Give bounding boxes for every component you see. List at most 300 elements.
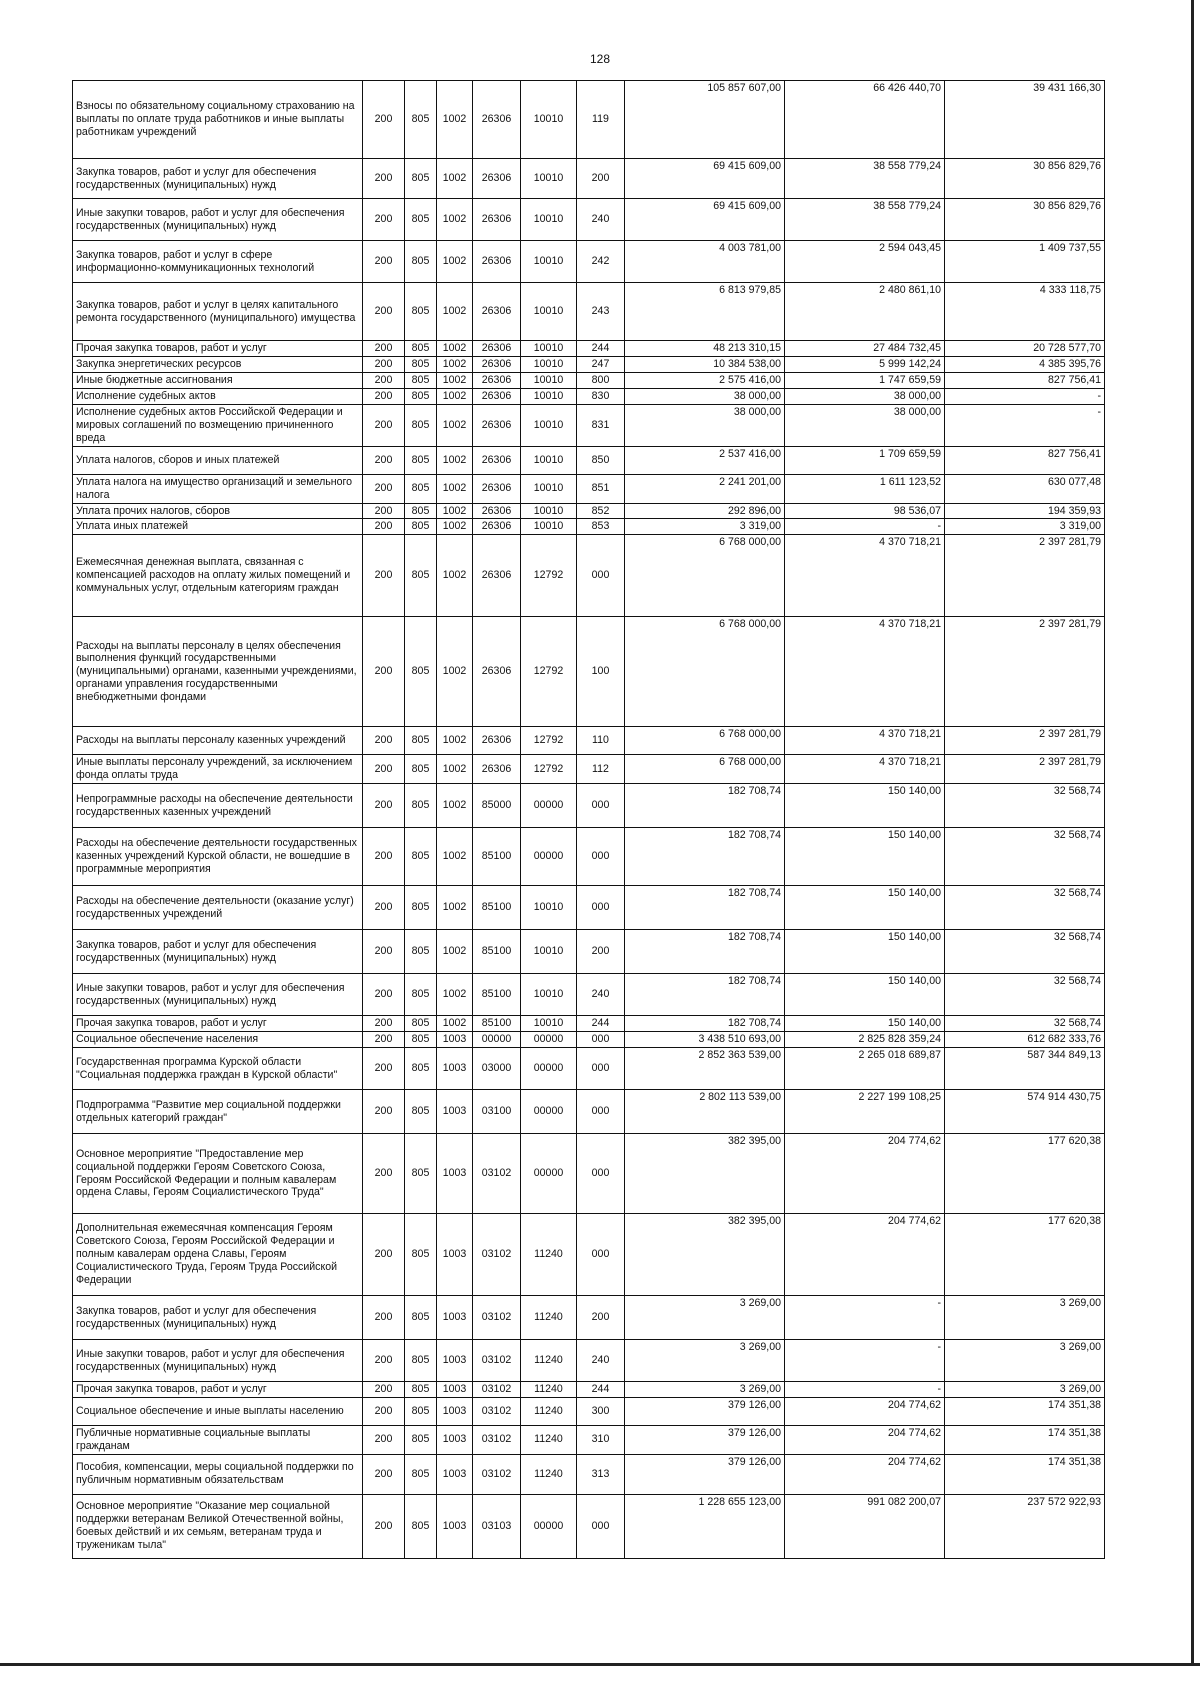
scan-edge-bottom [0,1663,1200,1666]
code-pr: 1002 [437,519,473,535]
row-name: Закупка товаров, работ и услуг для обеспечения государственных (муниципальных) нужд [73,930,363,974]
amount-plan: 69 415 609,00 [625,159,785,199]
code-program: 03102 [473,1296,521,1340]
amount-executed: 66 426 440,70 [785,81,945,159]
code-adm: 200 [363,503,405,519]
code-direction: 11240 [521,1296,577,1340]
row-name: Исполнение судебных актов [73,388,363,404]
code-rz: 805 [405,388,437,404]
amount-plan: 69 415 609,00 [625,199,785,241]
code-rz: 805 [405,784,437,828]
code-pr: 1003 [437,1382,473,1398]
code-adm: 200 [363,283,405,341]
code-expense-type: 851 [577,474,625,503]
amount-executed: 38 558 779,24 [785,199,945,241]
amount-executed: 38 558 779,24 [785,159,945,199]
code-program: 26306 [473,356,521,372]
code-expense-type: 240 [577,974,625,1016]
code-program: 26306 [473,341,521,357]
code-direction: 10010 [521,283,577,341]
code-pr: 1003 [437,1032,473,1048]
code-rz: 805 [405,974,437,1016]
code-direction: 11240 [521,1382,577,1398]
amount-remainder: 3 269,00 [945,1296,1105,1340]
code-pr: 1003 [437,1214,473,1296]
code-adm: 200 [363,535,405,617]
code-program: 85100 [473,930,521,974]
code-program: 26306 [473,755,521,784]
code-rz: 805 [405,199,437,241]
code-program: 26306 [473,519,521,535]
code-adm: 200 [363,341,405,357]
amount-remainder: 32 568,74 [945,930,1105,974]
code-expense-type: 240 [577,199,625,241]
code-expense-type: 100 [577,617,625,727]
amount-executed: 150 140,00 [785,974,945,1016]
amount-executed: - [785,1340,945,1382]
table-row [73,1032,1105,1048]
amount-remainder: 574 914 430,75 [945,1090,1105,1134]
row-name: Взносы по обязательному социальному страхованию на выплаты по оплате труда работников и иные выплаты работникам учреждений [73,81,363,159]
code-pr: 1003 [437,1397,473,1425]
amount-remainder: 612 682 333,76 [945,1032,1105,1048]
amount-plan: 38 000,00 [625,404,785,446]
code-expense-type: 110 [577,727,625,755]
amount-executed: 4 370 718,21 [785,727,945,755]
code-adm: 200 [363,1397,405,1425]
amount-remainder: 32 568,74 [945,886,1105,930]
code-program: 26306 [473,404,521,446]
code-expense-type: 000 [577,1032,625,1048]
code-pr: 1002 [437,828,473,886]
code-pr: 1002 [437,727,473,755]
code-pr: 1002 [437,503,473,519]
amount-executed: 150 140,00 [785,1016,945,1032]
amount-plan: 382 395,00 [625,1214,785,1296]
code-program: 85100 [473,974,521,1016]
row-name: Расходы на обеспечение деятельности государственных казенных учреждений Курской области, не вошедшие в программные мероприятия [73,828,363,886]
code-direction: 10010 [521,372,577,388]
code-rz: 805 [405,930,437,974]
code-adm: 200 [363,1494,405,1558]
amount-plan: 182 708,74 [625,974,785,1016]
code-direction: 12792 [521,535,577,617]
code-rz: 805 [405,474,437,503]
code-pr: 1003 [437,1090,473,1134]
code-expense-type: 850 [577,446,625,474]
page-number: 128 [589,52,611,66]
code-pr: 1002 [437,159,473,199]
row-name: Исполнение судебных актов Российской Федерации и мировых соглашений по возмещению причиненного вреда [73,404,363,446]
amount-plan: 3 269,00 [625,1382,785,1398]
amount-plan: 6 813 979,85 [625,283,785,341]
amount-plan: 105 857 607,00 [625,81,785,159]
code-program: 26306 [473,617,521,727]
code-program: 85100 [473,1016,521,1032]
row-name: Расходы на выплаты персоналу казенных учреждений [73,727,363,755]
code-direction: 10010 [521,446,577,474]
amount-remainder: 4 385 395,76 [945,356,1105,372]
code-direction: 10010 [521,199,577,241]
amount-plan: 6 768 000,00 [625,535,785,617]
amount-executed: 204 774,62 [785,1214,945,1296]
code-rz: 805 [405,1425,437,1454]
row-name: Прочая закупка товаров, работ и услуг [73,1382,363,1398]
amount-executed: 1 611 123,52 [785,474,945,503]
code-rz: 805 [405,727,437,755]
code-rz: 805 [405,1382,437,1398]
table-row [73,974,1105,1016]
code-pr: 1003 [437,1494,473,1558]
code-adm: 200 [363,404,405,446]
code-expense-type: 000 [577,1090,625,1134]
code-program: 26306 [473,727,521,755]
table-row [73,159,1105,199]
table-row [73,81,1105,159]
amount-plan: 2 537 416,00 [625,446,785,474]
code-expense-type: 000 [577,1048,625,1090]
amount-remainder: 39 431 166,30 [945,81,1105,159]
amount-plan: 6 768 000,00 [625,617,785,727]
code-pr: 1002 [437,446,473,474]
code-adm: 200 [363,930,405,974]
code-expense-type: 313 [577,1454,625,1494]
code-pr: 1003 [437,1340,473,1382]
code-adm: 200 [363,1090,405,1134]
table-row [73,372,1105,388]
code-adm: 200 [363,356,405,372]
code-program: 85100 [473,886,521,930]
amount-plan: 3 438 510 693,00 [625,1032,785,1048]
code-direction: 11240 [521,1454,577,1494]
code-adm: 200 [363,1296,405,1340]
row-name: Социальное обеспечение и иные выплаты населению [73,1397,363,1425]
budget-table [72,80,1105,1559]
code-expense-type: 240 [577,1340,625,1382]
code-rz: 805 [405,1016,437,1032]
code-direction: 10010 [521,519,577,535]
code-pr: 1003 [437,1425,473,1454]
code-rz: 805 [405,81,437,159]
code-direction: 10010 [521,1016,577,1032]
amount-executed: 4 370 718,21 [785,535,945,617]
table-row [73,1397,1105,1425]
amount-executed: 2 480 861,10 [785,283,945,341]
code-direction: 00000 [521,1048,577,1090]
table-row [73,356,1105,372]
code-program: 03000 [473,1048,521,1090]
amount-executed: 1 747 659,59 [785,372,945,388]
code-adm: 200 [363,519,405,535]
amount-executed: 98 536,07 [785,503,945,519]
table-row [73,617,1105,727]
code-pr: 1003 [437,1454,473,1494]
code-program: 03102 [473,1134,521,1214]
amount-remainder: 194 359,93 [945,503,1105,519]
code-adm: 200 [363,755,405,784]
code-rz: 805 [405,1134,437,1214]
amount-executed: 1 709 659,59 [785,446,945,474]
code-program: 03102 [473,1397,521,1425]
code-pr: 1002 [437,199,473,241]
row-name: Прочая закупка товаров, работ и услуг [73,341,363,357]
code-program: 26306 [473,446,521,474]
code-rz: 805 [405,283,437,341]
code-direction: 10010 [521,241,577,283]
code-program: 26306 [473,241,521,283]
row-name: Закупка товаров, работ и услуг в целях капитального ремонта государственного (муниципального) имущества [73,283,363,341]
code-adm: 200 [363,1214,405,1296]
code-pr: 1002 [437,784,473,828]
amount-remainder: 630 077,48 [945,474,1105,503]
code-pr: 1002 [437,283,473,341]
table-row [73,1425,1105,1454]
code-direction: 12792 [521,617,577,727]
amount-executed: 2 825 828 359,24 [785,1032,945,1048]
code-rz: 805 [405,1397,437,1425]
table-row [73,755,1105,784]
code-pr: 1002 [437,974,473,1016]
amount-executed: 27 484 732,45 [785,341,945,357]
code-pr: 1003 [437,1296,473,1340]
table-row [73,930,1105,974]
code-expense-type: 310 [577,1425,625,1454]
code-adm: 200 [363,81,405,159]
code-rz: 805 [405,446,437,474]
code-program: 26306 [473,372,521,388]
amount-plan: 38 000,00 [625,388,785,404]
amount-plan: 3 269,00 [625,1296,785,1340]
code-pr: 1002 [437,404,473,446]
code-program: 26306 [473,503,521,519]
amount-remainder: 2 397 281,79 [945,755,1105,784]
code-expense-type: 800 [577,372,625,388]
code-program: 26306 [473,199,521,241]
amount-plan: 2 575 416,00 [625,372,785,388]
amount-plan: 292 896,00 [625,503,785,519]
amount-executed: 204 774,62 [785,1425,945,1454]
code-direction: 10010 [521,503,577,519]
amount-plan: 6 768 000,00 [625,755,785,784]
code-adm: 200 [363,784,405,828]
code-pr: 1002 [437,81,473,159]
code-direction: 11240 [521,1340,577,1382]
amount-executed: 150 140,00 [785,886,945,930]
code-adm: 200 [363,1134,405,1214]
table-row [73,1048,1105,1090]
amount-remainder: 177 620,38 [945,1214,1105,1296]
code-program: 03102 [473,1454,521,1494]
table-row [73,404,1105,446]
row-name: Иные бюджетные ассигнования [73,372,363,388]
row-name: Закупка энергетических ресурсов [73,356,363,372]
code-expense-type: 244 [577,1382,625,1398]
code-rz: 805 [405,341,437,357]
amount-plan: 379 126,00 [625,1454,785,1494]
code-pr: 1002 [437,241,473,283]
code-program: 03102 [473,1214,521,1296]
code-direction: 00000 [521,1032,577,1048]
row-name: Расходы на выплаты персоналу в целях обеспечения выполнения функций государственными (муниципальными) органами, казенными учреждениями, органами управления государственными внебюджетными фондами [73,617,363,727]
code-expense-type: 242 [577,241,625,283]
amount-remainder: 1 409 737,55 [945,241,1105,283]
code-expense-type: 300 [577,1397,625,1425]
amount-executed: 4 370 718,21 [785,617,945,727]
amount-executed: - [785,1296,945,1340]
amount-executed: 204 774,62 [785,1454,945,1494]
amount-remainder: 827 756,41 [945,372,1105,388]
table-row [73,388,1105,404]
code-program: 03100 [473,1090,521,1134]
table-row [73,199,1105,241]
table-row [73,727,1105,755]
row-name: Иные закупки товаров, работ и услуг для обеспечения государственных (муниципальных) нужд [73,1340,363,1382]
amount-plan: 6 768 000,00 [625,727,785,755]
amount-plan: 10 384 538,00 [625,356,785,372]
scan-edge-right [1191,0,1194,1666]
amount-remainder: 2 397 281,79 [945,727,1105,755]
code-expense-type: 852 [577,503,625,519]
amount-executed: 5 999 142,24 [785,356,945,372]
code-rz: 805 [405,1494,437,1558]
code-program: 03102 [473,1382,521,1398]
code-adm: 200 [363,1425,405,1454]
amount-remainder: - [945,404,1105,446]
code-adm: 200 [363,159,405,199]
table-row [73,1340,1105,1382]
code-rz: 805 [405,1048,437,1090]
row-name: Дополнительная ежемесячная компенсация Героям Советского Союза, Героям Российской Федерации и полным кавалерам ордена Славы, Героям Социалистического Труда, Героям Труда Российской Федерации [73,1214,363,1296]
table-row [73,341,1105,357]
code-direction: 10010 [521,974,577,1016]
row-name: Закупка товаров, работ и услуг в сфере информационно-коммуникационных технологий [73,241,363,283]
row-name: Уплата прочих налогов, сборов [73,503,363,519]
code-pr: 1002 [437,341,473,357]
code-direction: 12792 [521,755,577,784]
code-program: 03102 [473,1425,521,1454]
code-adm: 200 [363,1048,405,1090]
row-name: Ежемесячная денежная выплата, связанная с компенсацией расходов на оплату жилых помещений и коммунальных услуг, отдельным категориям граждан [73,535,363,617]
code-expense-type: 243 [577,283,625,341]
table-row [73,784,1105,828]
code-expense-type: 244 [577,341,625,357]
row-name: Закупка товаров, работ и услуг для обеспечения государственных (муниципальных) нужд [73,159,363,199]
amount-plan: 4 003 781,00 [625,241,785,283]
amount-plan: 182 708,74 [625,828,785,886]
row-name: Непрограммные расходы на обеспечение деятельности государственных казенных учреждений [73,784,363,828]
row-name: Основное мероприятие "Оказание мер социальной поддержки ветеранам Великой Отечественной войны, боевых действий и их семьям, ветеранам труда и труженикам тыла" [73,1494,363,1558]
amount-executed: - [785,519,945,535]
code-pr: 1002 [437,388,473,404]
code-direction: 00000 [521,1494,577,1558]
code-expense-type: 000 [577,535,625,617]
code-direction: 10010 [521,886,577,930]
amount-remainder: 3 319,00 [945,519,1105,535]
code-pr: 1002 [437,372,473,388]
code-adm: 200 [363,727,405,755]
amount-plan: 382 395,00 [625,1134,785,1214]
amount-executed: 150 140,00 [785,930,945,974]
code-program: 26306 [473,535,521,617]
code-direction: 11240 [521,1397,577,1425]
code-program: 03103 [473,1494,521,1558]
amount-plan: 3 269,00 [625,1340,785,1382]
code-expense-type: 000 [577,784,625,828]
code-adm: 200 [363,372,405,388]
amount-plan: 379 126,00 [625,1397,785,1425]
row-name: Расходы на обеспечение деятельности (оказание услуг) государственных учреждений [73,886,363,930]
amount-remainder: 2 397 281,79 [945,535,1105,617]
code-program: 26306 [473,283,521,341]
code-expense-type: 830 [577,388,625,404]
code-direction: 10010 [521,159,577,199]
amount-plan: 1 228 655 123,00 [625,1494,785,1558]
code-rz: 805 [405,535,437,617]
table-row [73,1134,1105,1214]
code-expense-type: 200 [577,1296,625,1340]
amount-remainder: 3 269,00 [945,1340,1105,1382]
amount-plan: 48 213 310,15 [625,341,785,357]
code-program: 85000 [473,784,521,828]
code-rz: 805 [405,1032,437,1048]
code-direction: 11240 [521,1214,577,1296]
code-direction: 00000 [521,784,577,828]
code-rz: 805 [405,356,437,372]
code-direction: 10010 [521,388,577,404]
table-row [73,1494,1105,1558]
code-direction: 11240 [521,1425,577,1454]
code-direction: 00000 [521,1134,577,1214]
code-direction: 12792 [521,727,577,755]
row-name: Иные выплаты персоналу учреждений, за исключением фонда оплаты труда [73,755,363,784]
table-row [73,1296,1105,1340]
code-expense-type: 119 [577,81,625,159]
row-name: Закупка товаров, работ и услуг для обеспечения государственных (муниципальных) нужд [73,1296,363,1340]
table-row [73,474,1105,503]
code-rz: 805 [405,617,437,727]
code-expense-type: 000 [577,1494,625,1558]
code-rz: 805 [405,1454,437,1494]
row-name: Иные закупки товаров, работ и услуг для обеспечения государственных (муниципальных) нужд [73,974,363,1016]
code-direction: 00000 [521,828,577,886]
amount-executed: 38 000,00 [785,388,945,404]
table-row [73,446,1105,474]
amount-remainder: 3 269,00 [945,1382,1105,1398]
code-rz: 805 [405,755,437,784]
code-expense-type: 000 [577,886,625,930]
code-rz: 805 [405,886,437,930]
amount-plan: 379 126,00 [625,1425,785,1454]
table-row [73,535,1105,617]
code-adm: 200 [363,388,405,404]
code-pr: 1002 [437,535,473,617]
code-expense-type: 853 [577,519,625,535]
amount-remainder: 827 756,41 [945,446,1105,474]
code-direction: 10010 [521,404,577,446]
amount-executed: 38 000,00 [785,404,945,446]
code-direction: 00000 [521,1090,577,1134]
table-row [73,1454,1105,1494]
amount-remainder: 587 344 849,13 [945,1048,1105,1090]
code-pr: 1002 [437,930,473,974]
code-program: 26306 [473,81,521,159]
code-adm: 200 [363,199,405,241]
table-row [73,519,1105,535]
amount-plan: 182 708,74 [625,784,785,828]
amount-remainder: 30 856 829,76 [945,159,1105,199]
code-pr: 1002 [437,474,473,503]
code-pr: 1002 [437,755,473,784]
